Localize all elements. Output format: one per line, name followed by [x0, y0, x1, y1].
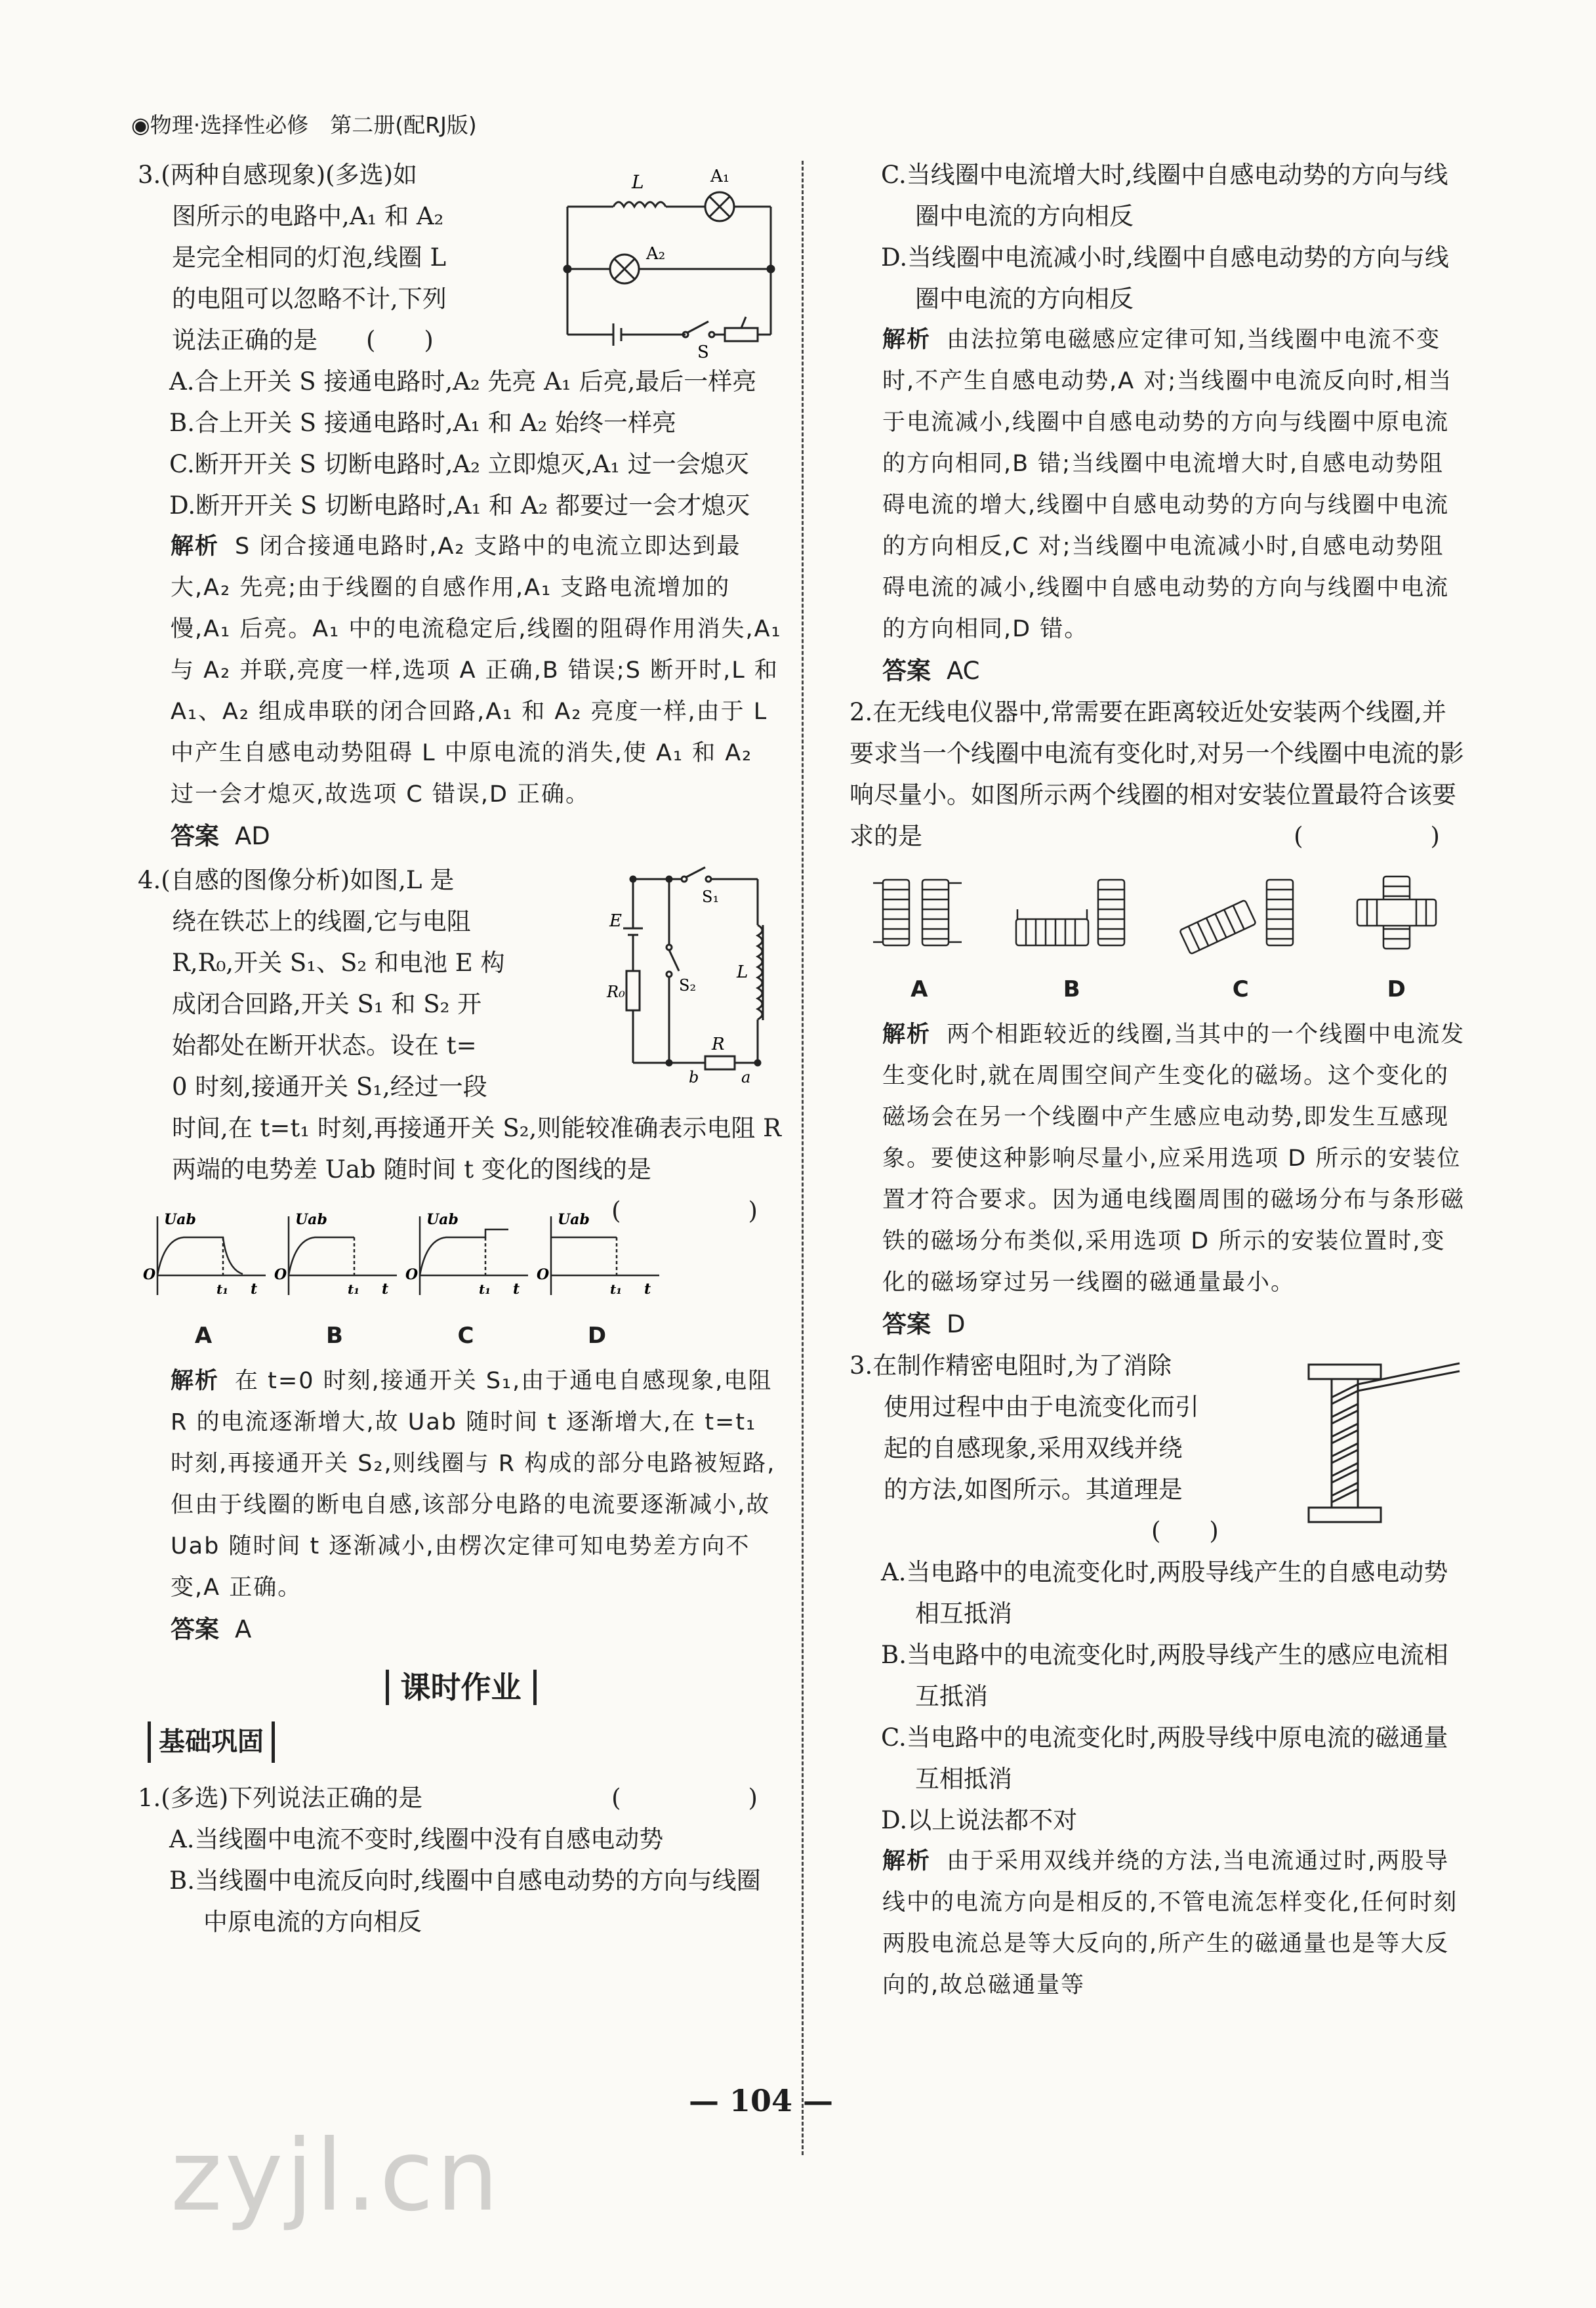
origin-label: O — [537, 1266, 550, 1283]
left-column — [138, 154, 784, 1943]
hq3-option-d: D.以上说法都不对 — [881, 1806, 1078, 1834]
page-number: — 104 — — [689, 2083, 834, 2118]
q4-graph-options — [138, 1210, 651, 1357]
explanation-label: 解析 — [171, 1368, 220, 1394]
hq1-explanation — [849, 319, 1466, 650]
label-a: a — [741, 1068, 751, 1086]
q4-line-5: 始都处在断开状态。设在 t= — [172, 1031, 477, 1060]
coil-c-label: C — [1232, 976, 1249, 1002]
coil-arrangements — [849, 870, 1466, 1010]
q3-explanation-text: S 闭合接通电路时,A₂ 支路中的电流立即达到最大,A₂ 先亮;由于线圈的自感作用,A₁ 支路电流增加的慢,A₁ 后亮。A₁ 中的电流稳定后,线圈的阻碍作用消失,A₁ 与 A₂ 并联,亮度一样,选项 A 正确,B 错误;S 断开时,L 和 A₁、A₂ 组成串联的闭合回路,A₁ 和 A₂ 亮度一样,由于 L 中产生自感电动势阻碍 L 中原电流的消失,使 A₁ 和 A₂ 过一会才熄灭,故选项 C 错误,D 正确。 — [171, 533, 782, 808]
label-E: E — [609, 911, 622, 931]
hq1-option-a: A.当线圈中电流不变时,线圈中没有自感电动势 — [169, 1825, 664, 1853]
origin-label: O — [405, 1266, 419, 1283]
graph-d-label: D — [587, 1323, 607, 1349]
coils-c — [1175, 870, 1306, 955]
label-S2: S₂ — [679, 976, 697, 995]
axis-x-label: t — [644, 1281, 651, 1298]
q4-line-6: 0 时刻,接通开关 S₁,经过一段 — [172, 1073, 487, 1101]
homework-question-1 — [138, 1777, 784, 1943]
q4-explanation — [138, 1361, 784, 1609]
q4-explanation-text: 在 t=0 时刻,接通开关 S₁,由于通电自感现象,电阻 R 的电流逐渐增大,故 Uab 随时间 t 逐渐增大,在 t=t₁ 时刻,再接通开关 S₂,则线圈与 R 构成的部分电路被短路,但由于线圈的断电自感,该部分电路的电流要逐渐减小,故 Uab 随时间 t 逐渐减小,由楞次定律可知电势差方向不变,A 正确。 — [171, 1368, 776, 1601]
q4-line-4: 成闭合回路,开关 S₁ 和 S₂ 开 — [172, 990, 482, 1018]
question-3-self-induction — [138, 154, 784, 857]
graph-option-c — [400, 1210, 531, 1357]
hq1-option-b: B.当线圈中电流反向时,线圈中自感电动势的方向与线圈中原电流的方向相反 — [169, 1866, 761, 1936]
coil-a-label: A — [911, 976, 928, 1002]
q3-answer — [138, 815, 784, 857]
q4-rest — [138, 1107, 784, 1225]
q3-line-5: 说法正确的是 ( ) — [172, 326, 434, 354]
page-header: ◉物理·选择性必修 第二册(配RJ版) — [131, 112, 477, 138]
hq1-option-c: C.当线圈中电流增大时,线圈中自感电动势的方向与线圈中电流的方向相反 — [881, 161, 1448, 230]
explanation-label: 解析 — [171, 533, 220, 560]
hq2-answer — [849, 1304, 1466, 1345]
watermark: zyjl.cn — [171, 2119, 502, 2233]
right-column — [849, 154, 1466, 2006]
hq1-option-d: D.当线圈中电流减小时,线圈中自感电动势的方向与线圈中电流的方向相反 — [881, 243, 1449, 313]
explanation-label: 解析 — [882, 1021, 931, 1048]
hq1-stem-text: 1.(多选)下列说法正确的是 — [138, 1784, 423, 1812]
q3-answer-value: AD — [235, 822, 270, 850]
graph-c — [400, 1210, 531, 1302]
label-coil-L: L — [737, 962, 748, 982]
coil-b-label: B — [1063, 976, 1080, 1002]
hq3-explanation — [849, 1841, 1466, 2006]
coil-d-label: D — [1387, 976, 1406, 1002]
q4-answer-value: A — [235, 1615, 252, 1643]
q3-explanation — [138, 526, 784, 815]
coil-option-b — [1010, 870, 1134, 1010]
coil-option-d — [1347, 870, 1446, 1010]
homework-question-2 — [849, 691, 1466, 1345]
axis-y-label: Uab — [558, 1211, 590, 1228]
q3-line-4: 的电阻可以忽略不计,下列 — [172, 285, 447, 313]
hq1-stem — [138, 1777, 784, 1819]
axis-x-label: t — [513, 1281, 520, 1298]
label-S1: S₁ — [702, 888, 720, 906]
coils-b — [1010, 870, 1134, 955]
q4-line-3: R,R₀,开关 S₁、S₂ 和电池 E 构 — [172, 949, 505, 977]
section-title-text: 课时作业 — [386, 1670, 537, 1705]
hq3-paren: ( ) — [1151, 1517, 1219, 1545]
t1-label: t₁ — [348, 1281, 359, 1297]
explanation-label: 解析 — [882, 1848, 931, 1874]
circuit-figure-q4 — [607, 866, 777, 1086]
label-b: b — [689, 1068, 699, 1086]
t1-label: t₁ — [216, 1281, 228, 1297]
explanation-label: 解析 — [882, 327, 931, 353]
hq2-answer-value: D — [947, 1310, 966, 1338]
hq3-line-1: 3.在制作精密电阻时,为了消除 — [849, 1351, 1172, 1380]
hq3-explanation-text: 由于采用双线并绕的方法,当电流通过时,两股导线中的电流方向是相反的,不管电流怎样变化,任何时刻两股电流总是等大反向的,所产生的磁通量也是等大反向的,故总磁通量等 — [882, 1848, 1458, 1998]
graph-b-label: B — [326, 1323, 343, 1349]
q3-line-1: 3.(两种自感现象)(多选)如 — [138, 161, 418, 189]
label-R0: R₀ — [607, 983, 625, 1001]
coil-option-a — [870, 870, 968, 1010]
answer-label: 答案 — [171, 1615, 219, 1643]
graph-b — [269, 1210, 400, 1302]
column-divider — [802, 161, 804, 2155]
hq3-line-3: 起的自感现象,采用双线并绕 — [884, 1434, 1183, 1462]
q3-option-a: A.合上开关 S 接通电路时,A₂ 先亮 A₁ 后亮,最后一样亮 — [169, 367, 757, 396]
q4-line-1: 4.(自感的图像分析)如图,L 是 — [138, 866, 455, 894]
q3-option-b: B.合上开关 S 接通电路时,A₁ 和 A₂ 始终一样亮 — [169, 409, 676, 437]
q4-paren: ( ) — [611, 1197, 784, 1225]
q4-rest-text: 时间,在 t=t₁ 时刻,再接通开关 S₂,则能较准确表示电阻 R 两端的电势差 Uab 随时间 t 变化的图线的是 — [172, 1114, 781, 1184]
graph-option-d — [531, 1210, 663, 1357]
q3-option-c: C.断开开关 S 切断电路时,A₂ 立即熄灭,A₁ 过一会熄灭 — [169, 450, 749, 478]
hq1-answer-value: AC — [947, 657, 980, 685]
label-L: L — [632, 171, 644, 193]
question-4-graph-analysis — [138, 859, 784, 1650]
q3-option-d: D.断开开关 S 切断电路时,A₁ 和 A₂ 都要过一会才熄灭 — [169, 491, 750, 520]
origin-label: O — [143, 1266, 156, 1283]
hq3-option-c: C.当电路中的电流变化时,两股导线中原电流的磁通量互相抵消 — [881, 1723, 1448, 1793]
q3-line-2: 图所示的电路中,A₁ 和 A₂ — [172, 202, 444, 230]
hq2-explanation-text: 两个相距较近的线圈,当其中的一个线圈中电流发生变化时,就在周围空间产生变化的磁场。这个变化的磁场会在另一个线圈中产生感应电动势,即发生互感现象。要使这种影响尽量小,应采用选项 D 所示的安装位置才符合要求。因为通电线圈周围的磁场分布与条形磁铁的磁场分布类似,采用选项 D 所示的安装位置时,变化的磁场穿过另一线圈的磁通量最小。 — [882, 1021, 1465, 1296]
hq1-explanation-text: 由法拉第电磁感应定律可知,当线圈中电流不变时,不产生自感电动势,A 对;当线圈中电流反向时,相当于电流减小,线圈中自感电动势的方向与线圈中原电流的方向相同,B 错;当线圈中电流增大时,自感电动势阻碍电流的增大,线圈中自感电动势的方向与线圈中电流的方向相反,C 对;当线圈中电流减小时,自感电动势阻碍电流的减小,线圈中自感电动势的方向与线圈中电流的方向相同,D 错。 — [882, 327, 1453, 642]
hq3-option-b: B.当电路中的电流变化时,两股导线产生的感应电流相互抵消 — [881, 1641, 1448, 1710]
graph-a-label: A — [194, 1323, 213, 1349]
q3-line-3: 是完全相同的灯泡,线圈 L — [172, 243, 447, 272]
answer-label: 答案 — [171, 822, 219, 850]
graph-option-a — [138, 1210, 269, 1357]
hq3-line-2: 使用过程中由于电流变化而引 — [884, 1393, 1199, 1421]
t1-label: t₁ — [610, 1281, 622, 1297]
coil-option-c — [1175, 870, 1306, 1010]
label-S: S — [697, 342, 709, 362]
hq1-paren: ( ) — [611, 1784, 784, 1812]
graph-a — [138, 1210, 269, 1302]
answer-label: 答案 — [882, 1310, 931, 1338]
q4-answer — [138, 1609, 784, 1650]
hq3-option-a: A.当电路中的电流变化时,两股导线产生的自感电动势相互抵消 — [881, 1558, 1448, 1628]
hq2-stem-text: 2.在无线电仪器中,常需要在距离较近处安装两个线圈,并要求当一个线圈中电流有变化时,对另一个线圈中电流的影响尽量小。如图所示两个线圈的相对安装位置最符合该要求的是 — [849, 698, 1464, 850]
hq3-line-4: 的方法,如图所示。其道理是 — [884, 1475, 1183, 1504]
graph-option-b — [269, 1210, 400, 1357]
coils-a — [870, 870, 968, 955]
origin-label: O — [274, 1266, 287, 1283]
section-title — [138, 1667, 784, 1708]
axis-x-label: t — [382, 1281, 389, 1298]
coils-d — [1347, 870, 1446, 955]
subsection-title: 基础巩固 — [148, 1721, 275, 1763]
t1-label: t₁ — [479, 1281, 491, 1297]
graph-d — [531, 1210, 663, 1302]
homework-question-1-cont — [849, 154, 1466, 691]
hq2-paren: ( ) — [1294, 822, 1466, 850]
circuit-figure-q3 — [554, 161, 790, 362]
homework-question-3 — [849, 1345, 1466, 2006]
axis-y-label: Uab — [164, 1211, 196, 1228]
q4-line-2: 绕在铁芯上的线圈,它与电阻 — [172, 907, 471, 936]
label-A2: A₂ — [646, 244, 666, 264]
graph-c-label: C — [457, 1323, 474, 1349]
hq1-answer — [849, 650, 1466, 691]
axis-y-label: Uab — [426, 1211, 459, 1228]
axis-y-label: Uab — [295, 1211, 327, 1228]
label-A1: A₁ — [710, 167, 730, 186]
label-R: R — [712, 1035, 725, 1054]
answer-label: 答案 — [882, 657, 931, 685]
axis-x-label: t — [251, 1281, 258, 1298]
bifilar-winding-figure — [1296, 1358, 1466, 1529]
hq2-explanation — [849, 1014, 1466, 1304]
hq2-stem — [849, 691, 1466, 857]
